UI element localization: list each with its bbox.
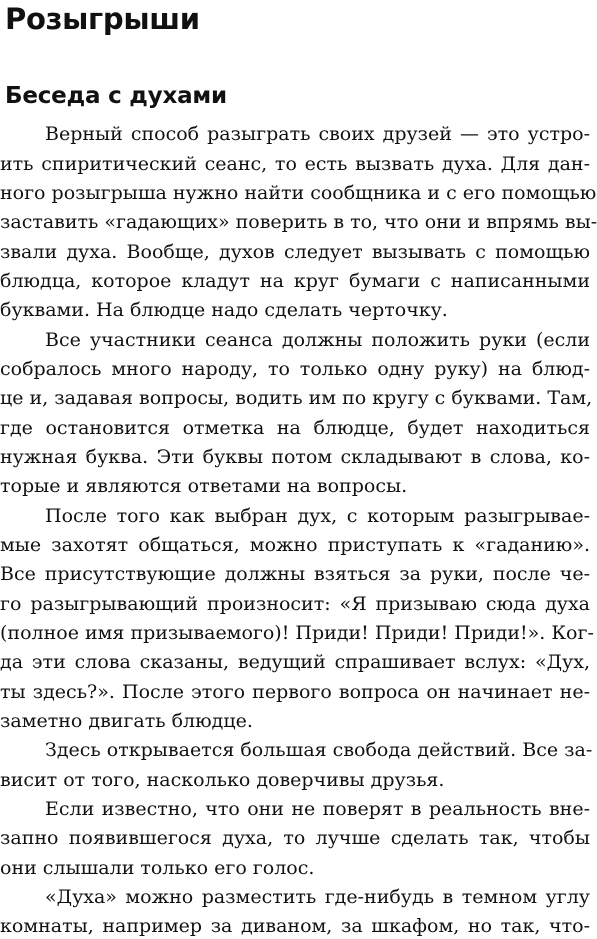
text-line: заставить «гадающих» поверить в то, что они и впрямь вы- (0, 211, 597, 233)
text-line: буквами. На блюдце надо сделать черточку. (0, 299, 448, 321)
text-line: ить спиритический сеанс, то есть вызвать духа. Для дан- (0, 153, 590, 175)
text-line: комнаты, например за диваном, за шкафом, но так, что- (0, 915, 590, 937)
text-line: (полное имя призываемого)! Приди! Приди! Приди!». Ког- (0, 622, 594, 644)
text-line: заметно двигать блюдце. (0, 710, 253, 732)
text-line: запно появившегося духа, то лучше сделать так, чтобы (0, 827, 590, 849)
text-line: Все присутствующие должны взяться за руки, после че- (0, 563, 590, 585)
text-line: они слышали только его голос. (0, 857, 315, 879)
text-line: Если известно, что они не поверят в реальность вне- (45, 798, 590, 820)
text-line: «Духа» можно разместить где-нибудь в темном углу (45, 886, 590, 908)
text-line: це и, задавая вопросы, водить им по кругу с буквами. Там, (0, 387, 593, 409)
text-line: Здесь открывается большая свобода действий. Все за- (45, 739, 593, 761)
text-line: где остановится отметка на блюдце, будет находиться (0, 417, 590, 439)
text-line: го разыгрывающий произносит: «Я призываю сюда духа (0, 593, 590, 615)
text-line: да эти слова сказаны, ведущий спрашивает вслух: «Дух, (0, 651, 590, 673)
text-line: торые и являются ответами на вопросы. (0, 475, 408, 497)
text-line: звали духа. Вообще, духов следует вызывать с помощью (0, 241, 590, 263)
text-line: блюдца, которое кладут на круг бумаги с написанными (0, 270, 590, 292)
text-line: нужная буква. Эти буквы потом складывают в слова, ко- (0, 446, 590, 468)
section-title: Розыгрыши (5, 2, 200, 36)
article-title: Беседа с духами (5, 83, 227, 109)
text-line: ты здесь?». После этого первого вопроса он начинает не- (0, 681, 590, 703)
text-line: собралось много народу, то только одну руку) на блюд- (0, 358, 590, 380)
text-line: Все участники сеанса должны положить руки (если (45, 329, 590, 351)
text-line: висит от того, насколько доверчивы друзья. (0, 769, 445, 791)
text-line: мые захотят общаться, можно приступать к «гаданию». (0, 534, 590, 556)
text-line: Верный способ разыграть своих друзей — это устро- (45, 123, 590, 145)
text-line: После того как выбран дух, с которым разыгрывае- (45, 505, 590, 527)
text-line: ного розыгрыша нужно найти сообщника и с его помощью (0, 182, 597, 204)
